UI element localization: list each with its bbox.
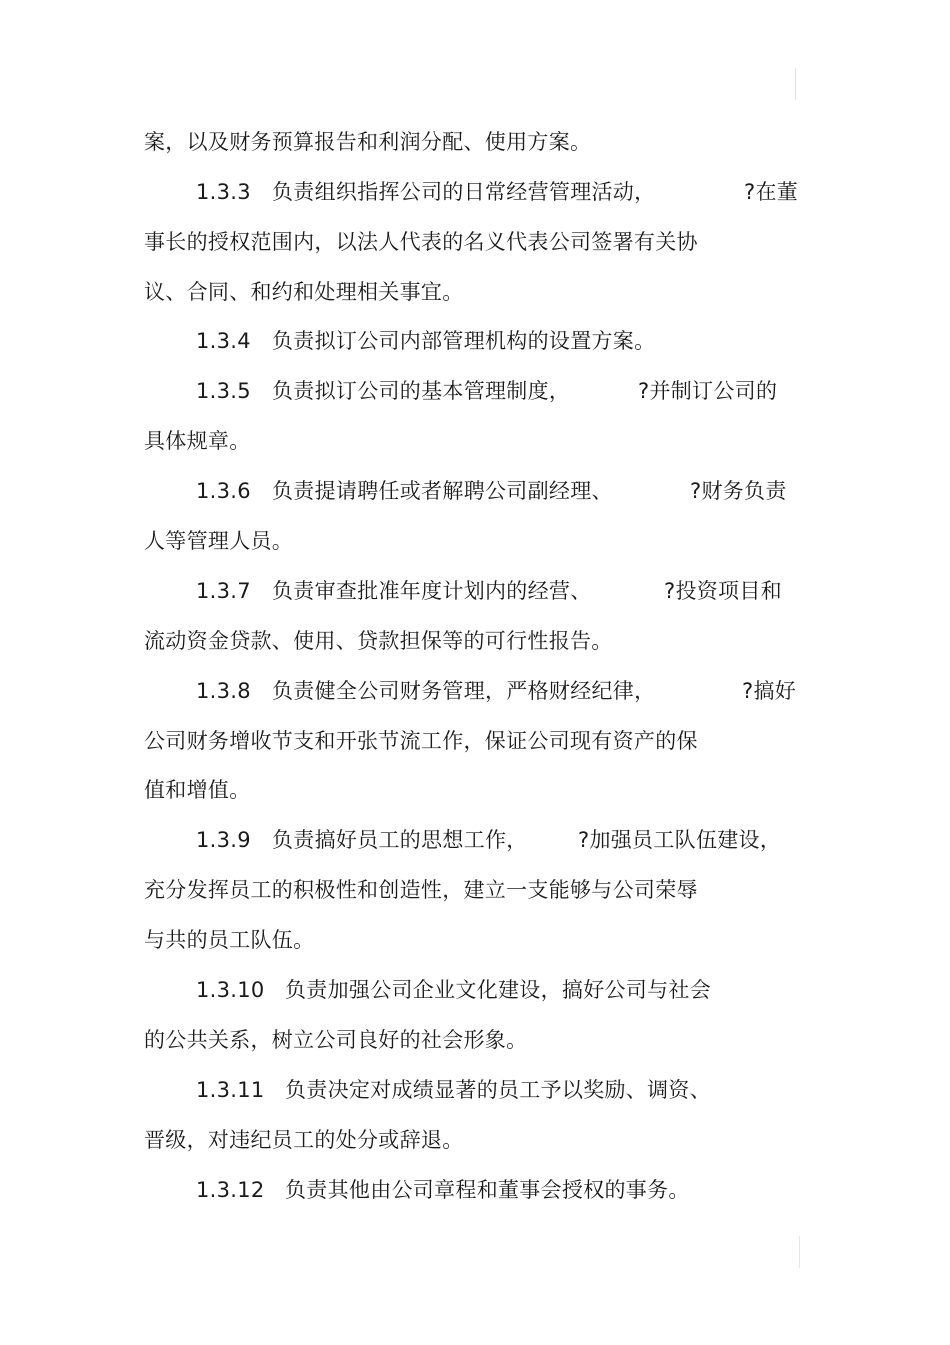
clause-number: 1.3.11	[196, 1078, 265, 1102]
page-edge-mark-bottom	[799, 1236, 800, 1268]
clause-text: 负责拟订公司内部管理机构的设置方案。	[272, 329, 656, 353]
line-text: 与共的员工队伍。	[144, 928, 315, 952]
line-text: 具体规章。	[144, 429, 251, 453]
clause-number: 1.3.5	[196, 379, 251, 403]
clause-text: 负责决定对成绩显著的员工予以奖励、调资、	[285, 1078, 711, 1102]
clause-text: 负责搞好员工的思想工作，	[272, 828, 528, 852]
clause-text: 负责组织指挥公司的日常经营管理活动，	[272, 180, 656, 204]
clause-text: 负责其他由公司章程和董事会授权的事务。	[285, 1178, 690, 1202]
clause-text-continuation: ?在董	[744, 180, 799, 204]
clause-text-continuation: ?投资项目和	[664, 579, 782, 603]
clause-text: 负责加强公司企业文化建设，搞好公司与社会	[285, 978, 711, 1002]
clause-number: 1.3.7	[196, 579, 251, 603]
clause-text-continuation: ?搞好	[742, 679, 797, 703]
clause-text-continuation: ?财务负责	[690, 479, 787, 503]
line-text: 事长的授权范围内，以法人代表的名义代表公司签署有关协	[144, 230, 698, 254]
clause-text-continuation: ?加强员工队伍建设，	[578, 828, 782, 852]
line-text: 人等管理人员。	[144, 529, 294, 553]
line-text: 议、合同、和约和处理相关事宜。	[144, 280, 464, 304]
clause-text-continuation: ?并制订公司的	[638, 379, 778, 403]
line-text: 充分发挥员工的积极性和创造性，建立一支能够与公司荣辱	[144, 878, 698, 902]
clause-text: 负责审查批准年度计划内的经营、	[272, 579, 592, 603]
line-text: 值和增值。	[144, 778, 251, 802]
line-text: 流动资金贷款、使用、贷款担保等的可行性报告。	[144, 629, 613, 653]
clause-number: 1.3.9	[196, 828, 251, 852]
clause-number: 1.3.12	[196, 1178, 265, 1202]
line-text: 案，以及财务预算报告和利润分配、使用方案。	[144, 130, 592, 154]
clause-text: 负责拟订公司的基本管理制度，	[272, 379, 571, 403]
line-text: 的公共关系，树立公司良好的社会形象。	[144, 1028, 528, 1052]
line-text: 公司财务增收节支和开张节流工作，保证公司现有资产的保	[144, 729, 698, 753]
line-text: 晋级，对违纪员工的处分或辞退。	[144, 1128, 464, 1152]
clause-number: 1.3.3	[196, 180, 251, 204]
page-edge-mark-top	[795, 68, 796, 100]
clause-text: 负责健全公司财务管理，严格财经纪律，	[272, 679, 656, 703]
clause-text: 负责提请聘任或者解聘公司副经理、	[272, 479, 613, 503]
clause-number: 1.3.10	[196, 978, 265, 1002]
clause-number: 1.3.6	[196, 479, 251, 503]
clause-number: 1.3.4	[196, 329, 251, 353]
clause-number: 1.3.8	[196, 679, 251, 703]
